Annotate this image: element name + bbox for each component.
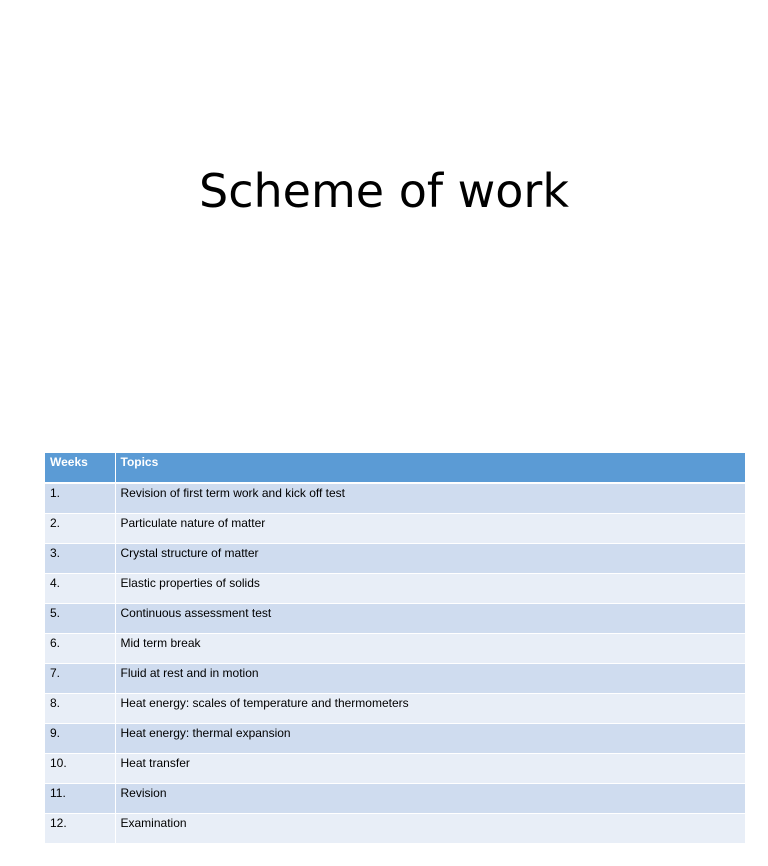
week-cell: 9. — [45, 723, 115, 753]
week-cell: 7. — [45, 663, 115, 693]
table-row — [45, 723, 745, 753]
week-cell: 3. — [45, 543, 115, 573]
table-row — [45, 483, 745, 513]
topic-cell: Continuous assessment test — [115, 603, 745, 633]
topic-cell: Heat energy: scales of temperature and thermometers — [115, 693, 745, 723]
week-cell: 5. — [45, 603, 115, 633]
header-topics: Topics — [115, 453, 745, 483]
week-cell: 2. — [45, 513, 115, 543]
table-row — [45, 603, 745, 633]
table-row — [45, 633, 745, 663]
topic-cell: Revision of first term work and kick off test — [115, 483, 745, 513]
table-row — [45, 783, 745, 813]
table-row — [45, 663, 745, 693]
week-cell: 8. — [45, 693, 115, 723]
topic-cell: Examination — [115, 813, 745, 843]
week-cell: 1. — [45, 483, 115, 513]
week-cell: 4. — [45, 573, 115, 603]
topic-cell: Mid term break — [115, 633, 745, 663]
table-row — [45, 573, 745, 603]
week-cell: 6. — [45, 633, 115, 663]
topic-cell: Heat energy: thermal expansion — [115, 723, 745, 753]
header-weeks: Weeks — [45, 453, 115, 483]
slide-title: Scheme of work — [199, 164, 569, 218]
table-row — [45, 693, 745, 723]
week-cell: 10. — [45, 753, 115, 783]
topic-cell: Crystal structure of matter — [115, 543, 745, 573]
table-row — [45, 813, 745, 843]
week-cell: 12. — [45, 813, 115, 843]
table-row — [45, 543, 745, 573]
topic-cell: Particulate nature of matter — [115, 513, 745, 543]
table-row — [45, 513, 745, 543]
topic-cell: Elastic properties of solids — [115, 573, 745, 603]
table-header-row — [45, 453, 745, 483]
topic-cell: Fluid at rest and in motion — [115, 663, 745, 693]
topic-cell: Heat transfer — [115, 753, 745, 783]
week-cell: 11. — [45, 783, 115, 813]
topic-cell: Revision — [115, 783, 745, 813]
table-row — [45, 753, 745, 783]
scheme-of-work-table — [45, 453, 745, 844]
